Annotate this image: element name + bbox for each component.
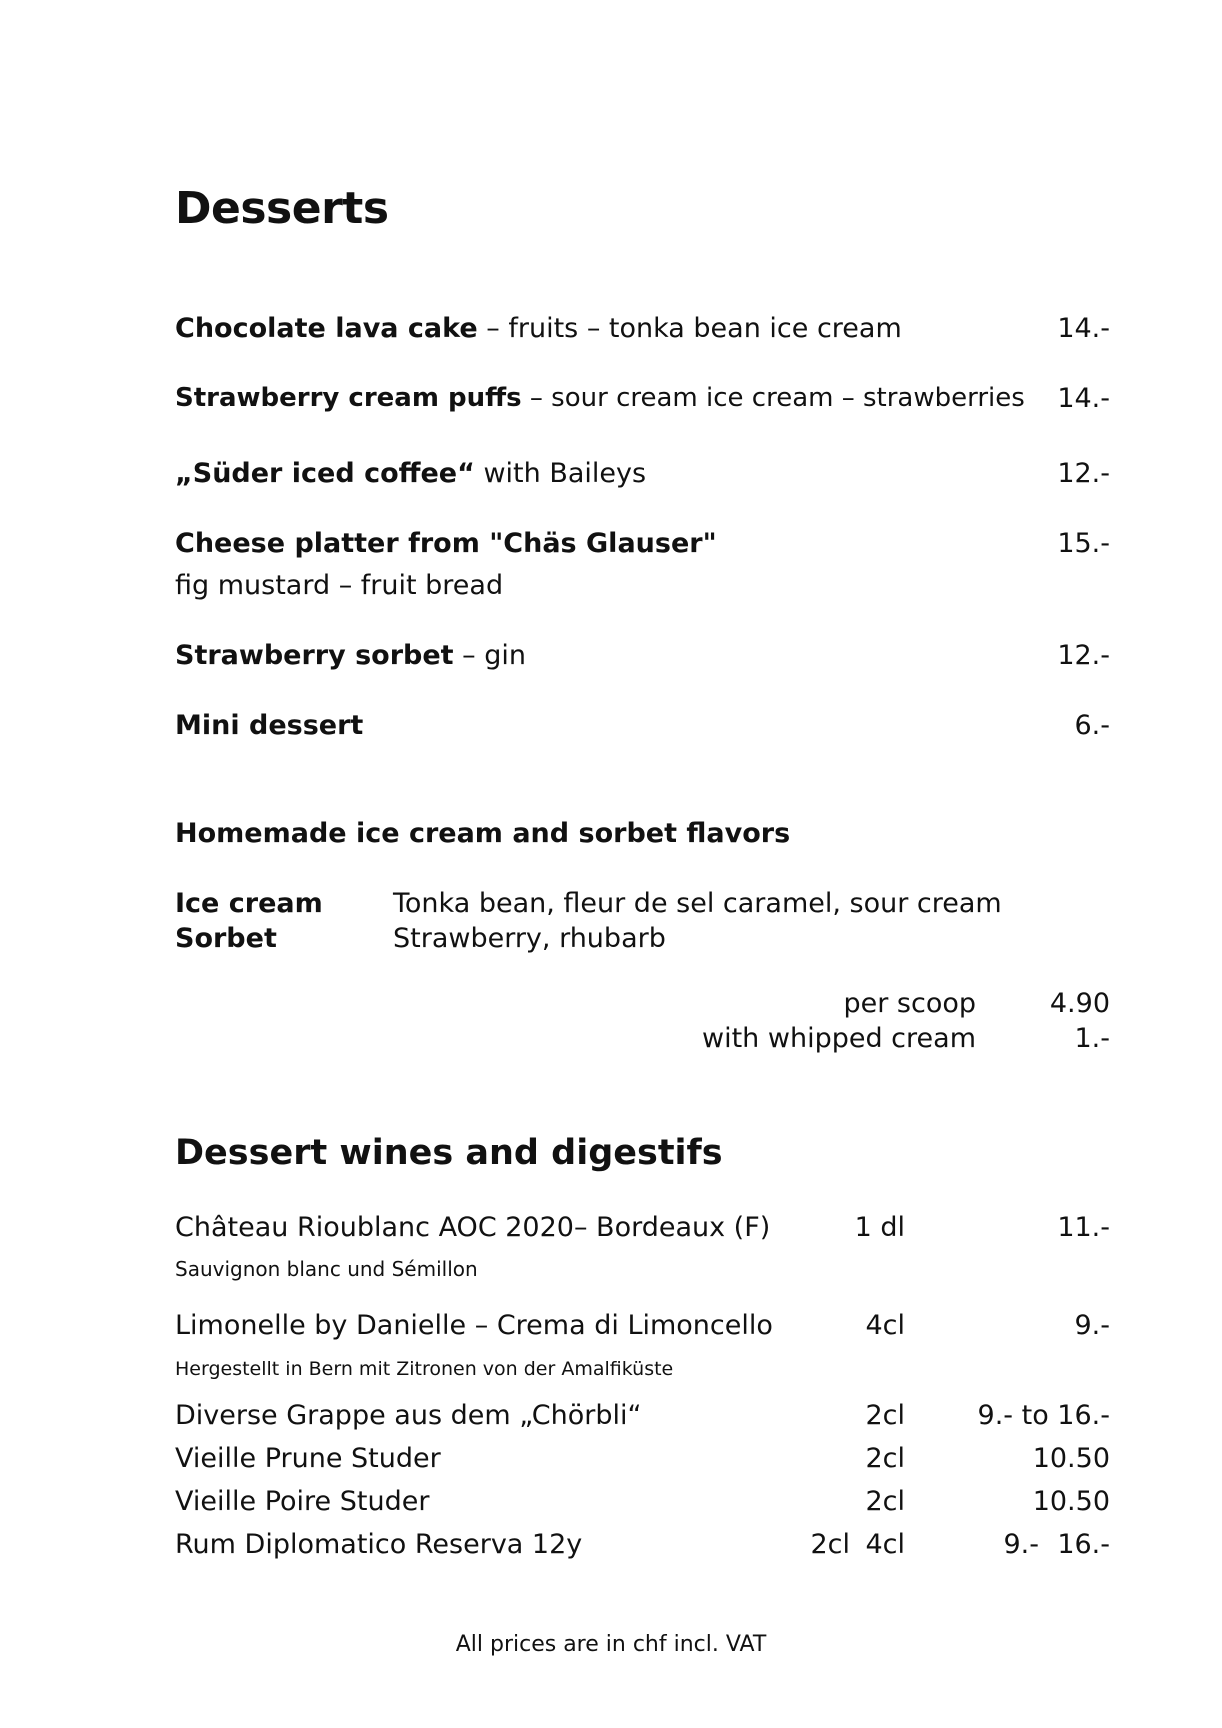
- dessert-item: [175, 528, 717, 559]
- scoop-price: 1.-: [1074, 1023, 1110, 1054]
- wine-qty: 2cl: [865, 1486, 905, 1517]
- wine-name: Vieille Poire Studer: [175, 1486, 430, 1517]
- dessert-name: Cheese platter from "Chäs Glauser": [175, 528, 717, 559]
- dessert-desc: with Baileys: [474, 458, 647, 489]
- dessert-price: 14.-: [1057, 383, 1110, 414]
- dessert-subline: fig mustard – fruit bread: [175, 570, 504, 601]
- wine-price: 16.-: [1057, 1529, 1110, 1560]
- scoop-price: 4.90: [1049, 988, 1110, 1019]
- wine-qty: 2cl: [865, 1443, 905, 1474]
- wine-qty-small: 2cl: [810, 1529, 850, 1560]
- wine-price: 9.-: [1074, 1310, 1110, 1341]
- wine-note: Sauvignon blanc und Sémillon: [175, 1257, 478, 1281]
- wine-qty: 4cl: [865, 1310, 905, 1341]
- scoop-price-label: with whipped cream: [702, 1023, 976, 1054]
- wine-price: 9.- to 16.-: [977, 1400, 1110, 1431]
- dessert-item: [175, 458, 646, 489]
- dessert-item: [175, 640, 526, 671]
- wine-name: Limonelle by Danielle – Crema di Limoncello: [175, 1310, 773, 1341]
- desserts-title: Desserts: [175, 183, 389, 234]
- dessert-name: Strawberry sorbet: [175, 640, 454, 671]
- footer-note: All prices are in chf incl. VAT: [455, 1632, 767, 1657]
- flavor-list: Tonka bean, fleur de sel caramel, sour cream: [393, 888, 1002, 919]
- wine-qty: 1 dl: [854, 1212, 905, 1243]
- wine-qty: 2cl: [865, 1400, 905, 1431]
- wine-name: Vieille Prune Studer: [175, 1443, 441, 1474]
- dessert-price: 14.-: [1057, 313, 1110, 344]
- wine-name: Château Rioublanc AOC 2020– Bordeaux (F): [175, 1212, 771, 1243]
- wine-price-small: 9.-: [1003, 1529, 1039, 1560]
- dessert-item: [175, 313, 902, 344]
- dessert-desc: – fruits – tonka bean ice cream: [477, 313, 902, 344]
- dessert-desc: – sour cream ice cream – strawberries: [521, 383, 1025, 413]
- wine-qty: 4cl: [865, 1529, 905, 1560]
- dessert-desc: – gin: [453, 640, 527, 671]
- dessert-price: 12.-: [1057, 640, 1110, 671]
- dessert-price: 15.-: [1057, 528, 1110, 559]
- wines-title: Dessert wines and digestifs: [175, 1133, 723, 1173]
- wine-price: 10.50: [1032, 1443, 1110, 1474]
- dessert-price: 6.-: [1074, 710, 1110, 741]
- scoop-price-label: per scoop: [843, 988, 976, 1019]
- flavor-list: Strawberry, rhubarb: [393, 923, 666, 954]
- dessert-price: 12.-: [1057, 458, 1110, 489]
- wine-name: Diverse Grappe aus dem „Chörbli“: [175, 1400, 642, 1431]
- dessert-name: Mini dessert: [175, 710, 364, 741]
- wine-note: Hergestellt in Bern mit Zitronen von der Amalfiküste: [175, 1358, 674, 1380]
- flavor-label: Ice cream: [175, 888, 323, 919]
- dessert-name: Chocolate lava cake: [175, 313, 478, 344]
- dessert-item: [175, 383, 1025, 413]
- wine-price: 10.50: [1032, 1486, 1110, 1517]
- dessert-name: „Süder iced coffee“: [175, 458, 475, 489]
- dessert-item: [175, 710, 363, 741]
- wine-name: Rum Diplomatico Reserva 12y: [175, 1529, 583, 1560]
- dessert-name: Strawberry cream puffs: [175, 383, 522, 413]
- wine-price: 11.-: [1057, 1212, 1110, 1243]
- flavor-label: Sorbet: [175, 923, 277, 954]
- ice-cream-title: Homemade ice cream and sorbet flavors: [175, 818, 791, 849]
